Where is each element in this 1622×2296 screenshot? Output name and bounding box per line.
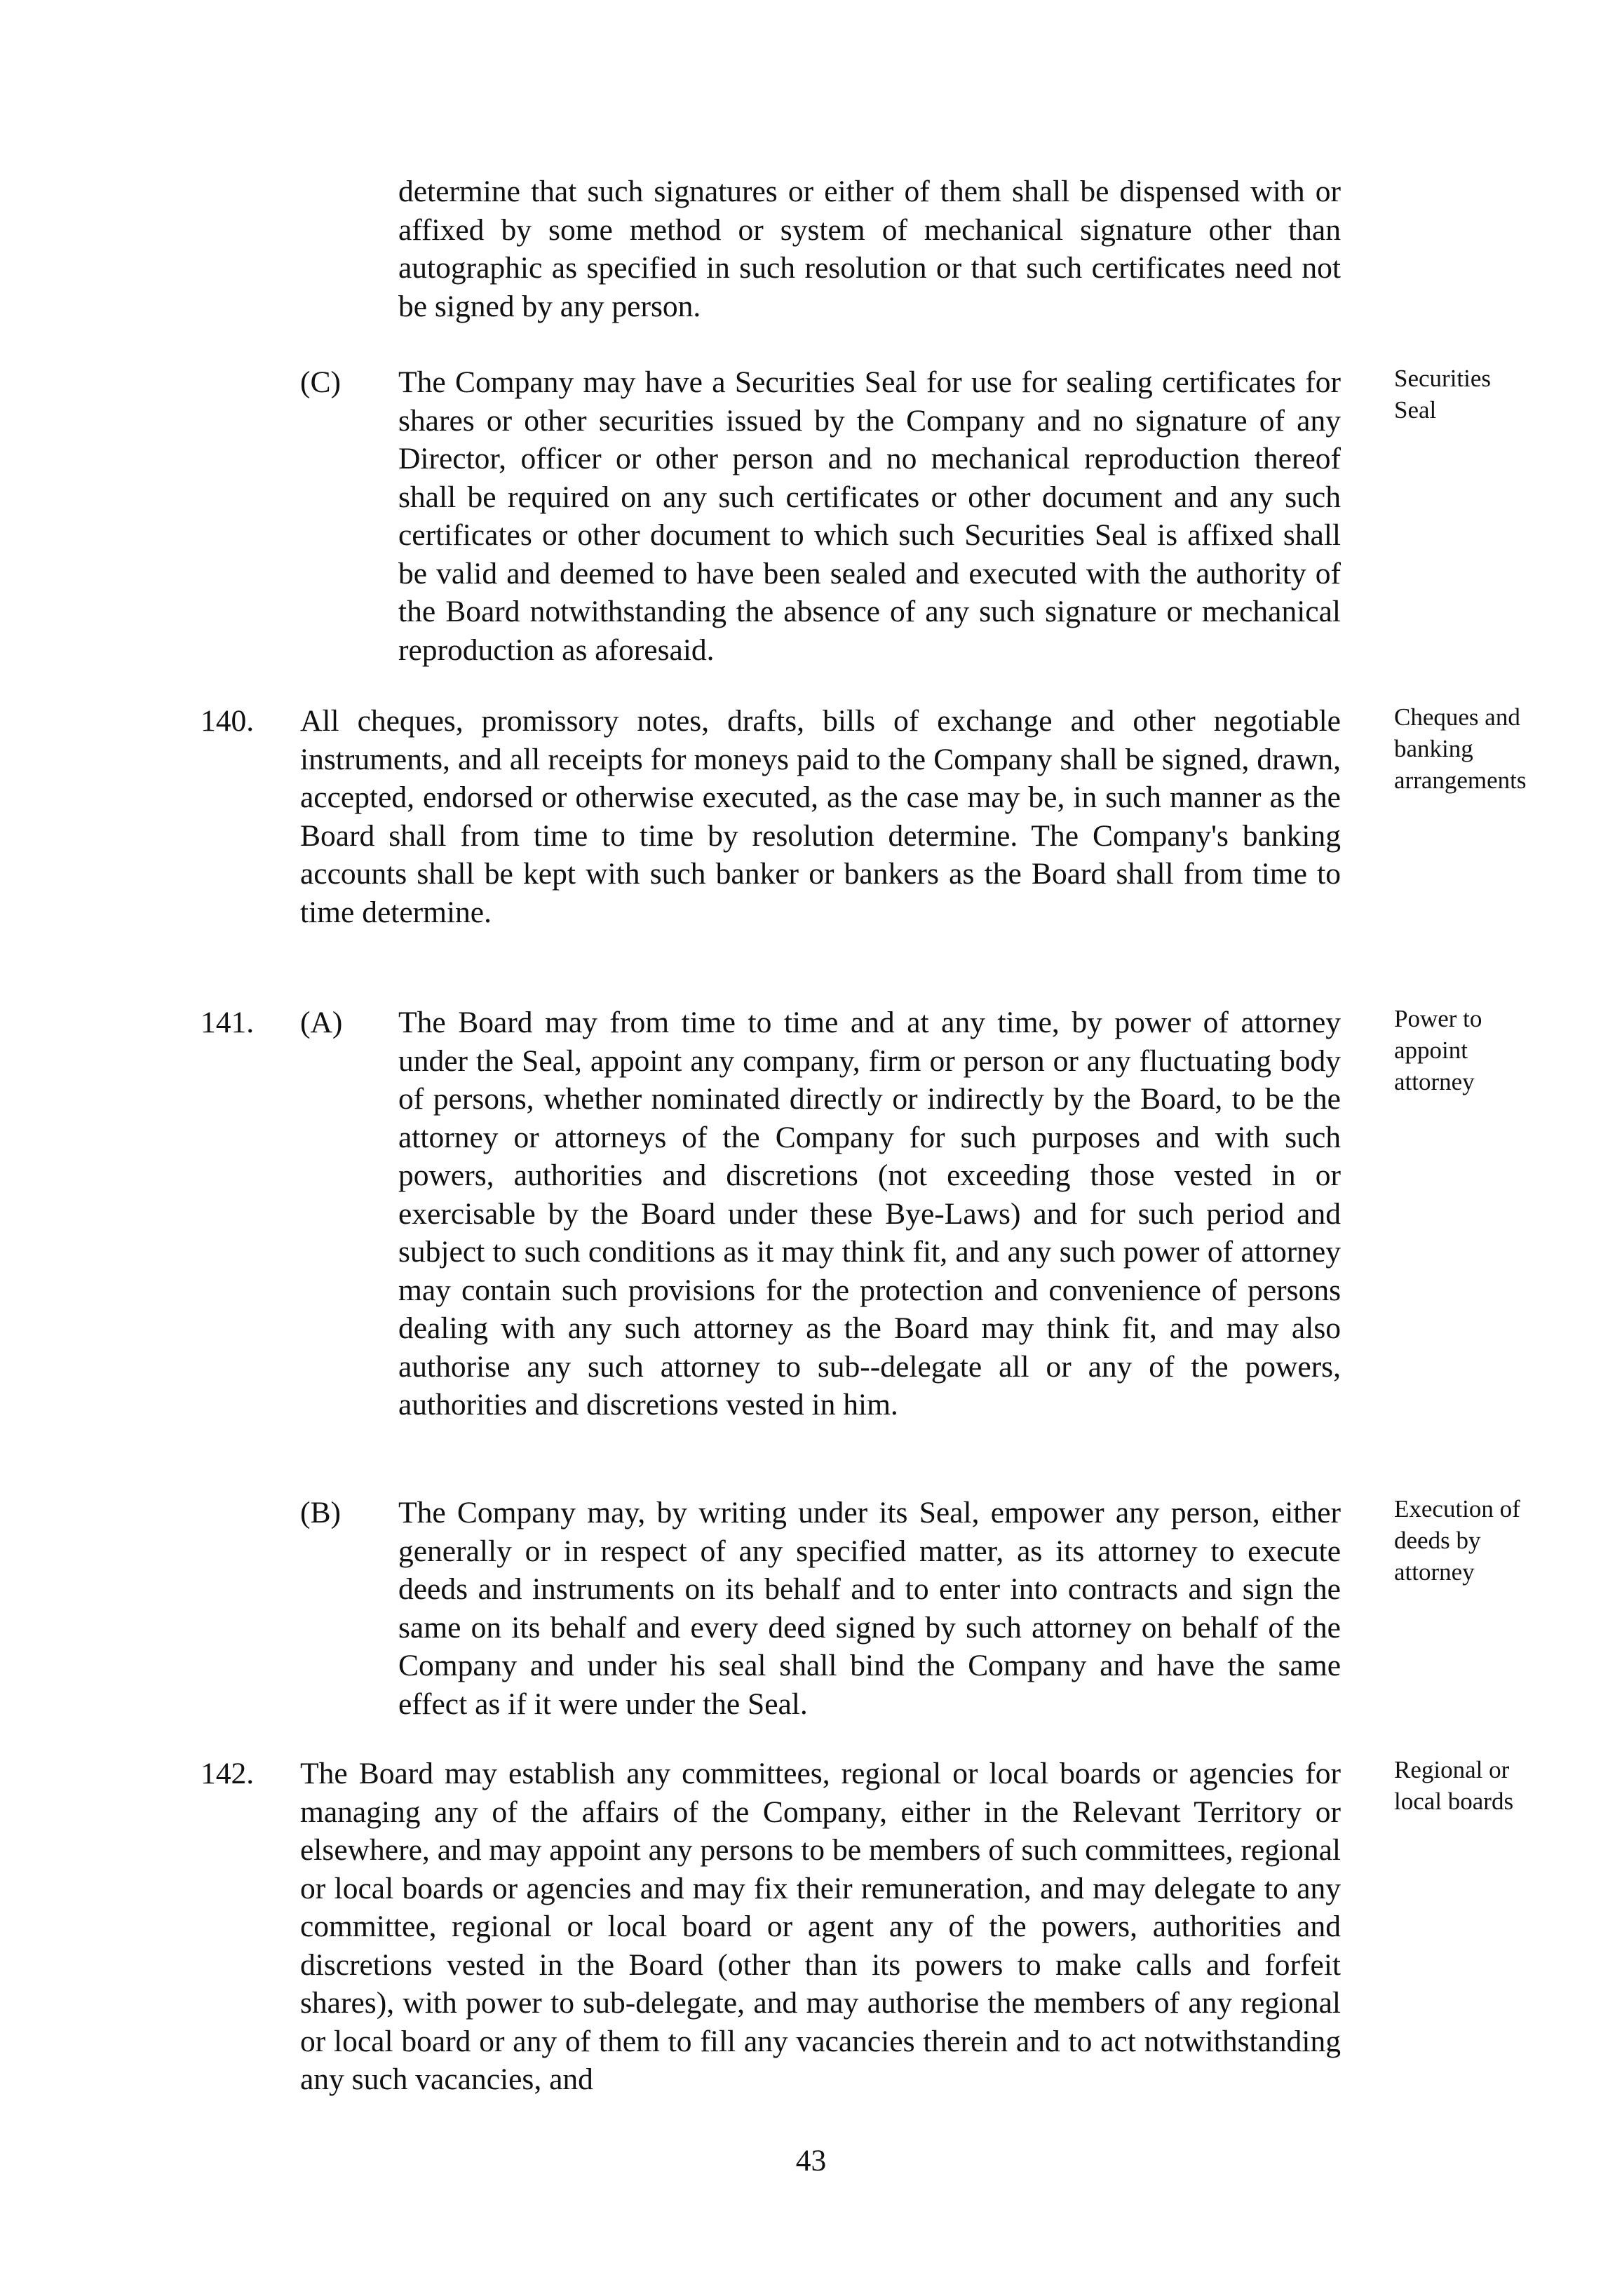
section-141a-paragraph: The Board may from time to time and at any time, by power of attorney under the Seal, appoint any company, firm or person or any fluctuating body of persons, whether nominated directly or indirectly by the Board, to be the attorney or attorneys of the Company for such purposes and with such powers, authorities and discretions (not exceeding those vested in or exercisable by the Board under these Bye-Laws) and for such period and subject to such conditions as it may think fit, and any such power of attorney may contain such provisions for the protection and convenience of persons dealing with any such attorney as the Board may think fit, and may also authorise any such attorney to sub--delegate all or any of the powers, authorities and discretions vested in him. bbox=[398, 1006, 1341, 1422]
section-141a-label: (A) bbox=[300, 1006, 343, 1039]
section-142-paragraph: The Board may establish any committees, regional or local boards or agencies for managing any of the affairs of the Company, either in the Relevant Territory or elsewhere, and may appoint any persons to be members of such committees, regional or local boards or agencies and may fix their remuneration, and may delegate to any committee, regional or local board or agent any of the powers, authorities and discretions vested in the Board (other than its powers to make calls and forfeit shares), with power to sub-delegate, and may authorise the members of any regional or local board or any of them to fill any vacancies therein and to act notwithstanding any such vacancies, and bbox=[300, 1757, 1341, 2096]
margin-note-regional-local-boards: Regional or local boards bbox=[1394, 1756, 1514, 1815]
section-139c-paragraph: The Company may have a Securities Seal for use for sealing certificates for shares or other securities issued by the Company and no signature of any Director, officer or other person and no mechanical reproduction thereof shall be required on any such certificates or other document and any such certificates or other document to which such Securities Seal is affixed shall be valid and deemed to have been sealed and executed with the authority of the Board notwithstanding the absence of any such signature or mechanical reproduction as aforesaid. bbox=[398, 365, 1341, 667]
section-140-number: 140. bbox=[201, 704, 255, 738]
section-141b-paragraph: The Company may, by writing under its Seal, empower any person, either generally or in respect of any specified matter, as its attorney to execute deeds and instruments on its behalf and to enter into contracts and sign the same on its behalf and every deed signed by such attorney on behalf of the Company and under his seal shall bind the Company and have the same effect as if it were under the Seal. bbox=[398, 1496, 1341, 1721]
section-139c-label: (C) bbox=[300, 365, 341, 399]
carryover-paragraph: determine that such signatures or either of them shall be dispensed with or affixed by some method or system of mechanical signature other than autographic as specified in such resolution or that such certificates need not be signed by any person. bbox=[398, 175, 1341, 323]
section-140-paragraph: All cheques, promissory notes, drafts, bills of exchange and other negotiable instruments, and all receipts for moneys paid to the Company shall be signed, drawn, accepted, endorsed or otherwise executed, as the case may be, in such manner as the Board shall from time to time by resolution determine. The Company's banking accounts shall be kept with such banker or bankers as the Board shall from time to time determine. bbox=[300, 704, 1341, 929]
margin-note-execution-of-deeds: Execution of deeds by attorney bbox=[1394, 1495, 1520, 1586]
margin-note-securities-seal: Securities Seal bbox=[1394, 365, 1492, 424]
section-141b-label: (B) bbox=[300, 1496, 341, 1529]
margin-note-power-to-appoint-attorney: Power to appoint attorney bbox=[1394, 1005, 1482, 1095]
page-number: 43 bbox=[795, 2144, 827, 2177]
margin-note-cheques-banking: Cheques and banking arrangements bbox=[1394, 703, 1527, 794]
section-141-number: 141. bbox=[201, 1006, 255, 1039]
section-142-number: 142. bbox=[201, 1757, 255, 1790]
